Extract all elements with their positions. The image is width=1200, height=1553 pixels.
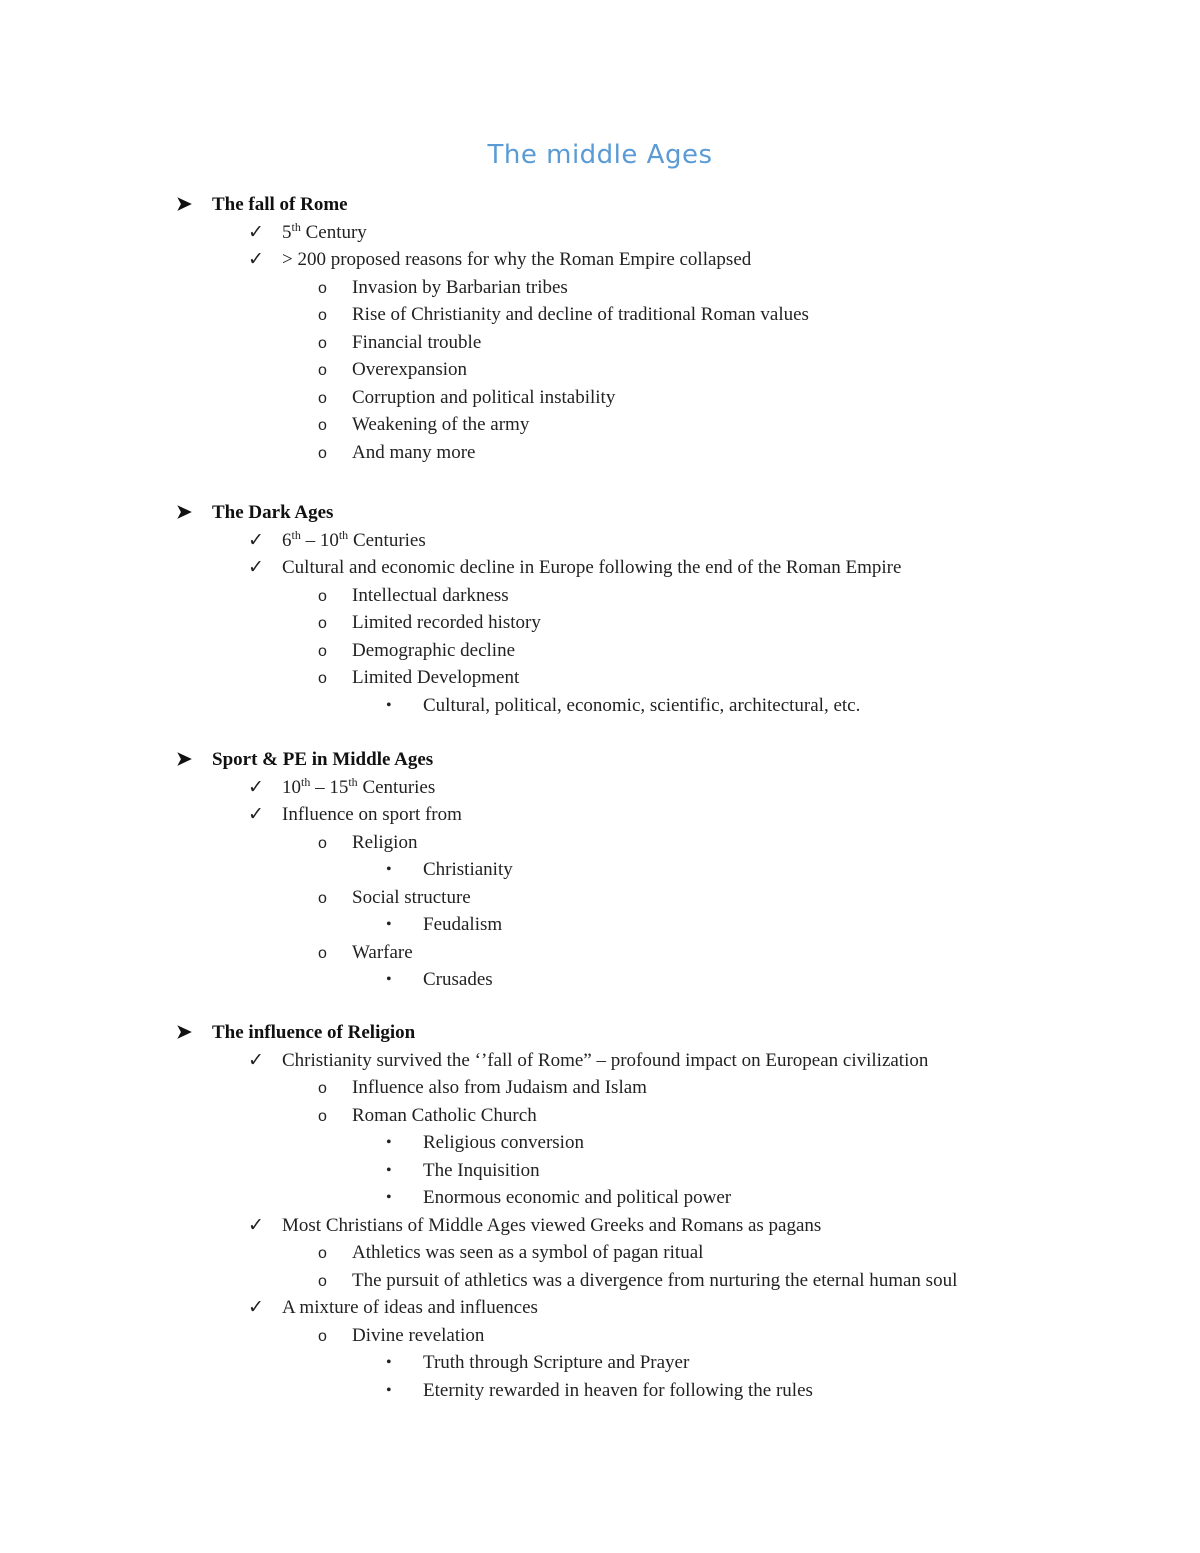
circle-bullet-icon: o: [318, 587, 327, 605]
section-heading-text: The Dark Ages: [212, 502, 334, 523]
list-item: [0, 527, 1200, 555]
section-heading: [0, 191, 1200, 219]
circle-bullet-icon: o: [318, 1080, 327, 1097]
list-item-text: Truth through Scripture and Prayer: [423, 1352, 690, 1373]
section-heading: [0, 499, 1200, 527]
list-item: [0, 1294, 1200, 1322]
section-heading: [0, 746, 1200, 774]
list-item: [0, 1102, 1200, 1130]
dot-bullet-icon: •: [386, 1381, 392, 1399]
circle-bullet-icon: o: [318, 944, 327, 962]
circle-bullet-icon: o: [318, 334, 327, 352]
list-item-text: Warfare: [352, 941, 413, 963]
outline-section: [0, 746, 1200, 994]
list-item: [0, 582, 1200, 610]
list-item-text: Divine revelation: [352, 1324, 485, 1346]
arrow-bullet-icon: ➤: [176, 194, 192, 215]
circle-bullet-icon: o: [318, 642, 327, 660]
list-item: [0, 1349, 1200, 1377]
list-item-text: Social structure: [352, 886, 471, 908]
list-item-text: Christianity survived the ‘’fall of Rome” – profound impact on European civilization: [282, 1049, 929, 1071]
list-item-text: A mixture of ideas and influences: [282, 1297, 538, 1318]
list-item-text: Cultural and economic decline in Europe following the end of the Roman Empire: [282, 557, 902, 578]
list-item: [0, 219, 1200, 247]
section-heading-text: The fall of Rome: [212, 194, 348, 215]
list-item: [0, 609, 1200, 637]
list-item-text: Roman Catholic Church: [352, 1104, 537, 1126]
list-item: [0, 554, 1200, 582]
list-item-text: 10th – 15th Centuries: [282, 774, 436, 798]
checkmark-icon: ✓: [248, 557, 264, 578]
checkmark-icon: ✓: [248, 249, 264, 270]
list-item: [0, 274, 1200, 302]
circle-bullet-icon: o: [318, 834, 327, 852]
dot-bullet-icon: •: [386, 1189, 392, 1206]
list-item-text: Feudalism: [423, 914, 503, 935]
list-item: [0, 356, 1200, 384]
list-item-text: Crusades: [423, 969, 493, 990]
checkmark-icon: ✓: [248, 1297, 264, 1318]
list-item: [0, 1074, 1200, 1102]
list-item: [0, 1047, 1200, 1075]
list-item-text: Cultural, political, economic, scientific, architectural, etc.: [423, 694, 861, 716]
circle-bullet-icon: o: [318, 670, 327, 687]
checkmark-icon: ✓: [248, 529, 264, 551]
list-item-text: Religion: [352, 831, 418, 853]
list-item: [0, 966, 1200, 994]
list-item: [0, 664, 1200, 692]
list-item: [0, 801, 1200, 829]
dot-bullet-icon: •: [386, 861, 392, 878]
list-item: [0, 774, 1200, 802]
list-item-text: Invasion by Barbarian tribes: [352, 276, 568, 298]
list-item: [0, 939, 1200, 967]
list-item: [0, 1239, 1200, 1267]
list-item-text: Financial trouble: [352, 331, 482, 353]
list-item: [0, 1322, 1200, 1350]
list-item-text: Athletics was seen as a symbol of pagan ritual: [352, 1242, 704, 1263]
list-item-text: Influence also from Judaism and Islam: [352, 1077, 647, 1098]
list-item-text: Rise of Christianity and decline of traditional Roman values: [352, 304, 809, 325]
section-heading: [0, 1019, 1200, 1047]
list-item-text: Overexpansion: [352, 359, 468, 380]
list-item-text: > 200 proposed reasons for why the Roman Empire collapsed: [282, 249, 752, 270]
section-heading-text: Sport & PE in Middle Ages: [212, 749, 434, 770]
circle-bullet-icon: o: [318, 362, 327, 379]
dot-bullet-icon: •: [386, 971, 392, 988]
list-item-text: The pursuit of athletics was a divergence from nurturing the eternal human soul: [352, 1269, 958, 1291]
list-item: [0, 246, 1200, 274]
list-item-text: 6th – 10th Centuries: [282, 527, 426, 551]
dot-bullet-icon: •: [386, 1134, 392, 1151]
list-item-text: Demographic decline: [352, 639, 516, 661]
dot-bullet-icon: •: [386, 1161, 392, 1179]
list-item: [0, 1377, 1200, 1405]
list-item-text: Limited Development: [352, 667, 520, 688]
circle-bullet-icon: o: [318, 417, 327, 434]
list-item: [0, 692, 1200, 720]
outline-section: [0, 1019, 1200, 1404]
list-item-text: Enormous economic and political power: [423, 1187, 732, 1208]
checkmark-icon: ✓: [248, 776, 264, 798]
circle-bullet-icon: o: [318, 444, 327, 462]
circle-bullet-icon: o: [318, 307, 327, 324]
list-item: [0, 439, 1200, 467]
list-item-text: Religious conversion: [423, 1132, 584, 1153]
list-item-text: 5th Century: [282, 219, 367, 243]
circle-bullet-icon: o: [318, 389, 327, 407]
list-item: [0, 384, 1200, 412]
circle-bullet-icon: o: [318, 1245, 327, 1262]
dot-bullet-icon: •: [386, 696, 392, 714]
list-item: [0, 829, 1200, 857]
list-item: [0, 884, 1200, 912]
list-item: [0, 911, 1200, 939]
circle-bullet-icon: o: [318, 1107, 327, 1125]
list-item-text: Corruption and political instability: [352, 386, 616, 408]
circle-bullet-icon: o: [318, 1272, 327, 1290]
outline-section: [0, 191, 1200, 466]
list-item-text: Eternity rewarded in heaven for following the rules: [423, 1379, 813, 1401]
circle-bullet-icon: o: [318, 615, 327, 632]
checkmark-icon: ✓: [248, 1049, 264, 1071]
list-item-text: And many more: [352, 441, 476, 463]
page-title: The middle Ages: [487, 140, 713, 170]
dot-bullet-icon: •: [386, 1354, 392, 1371]
list-item: [0, 1129, 1200, 1157]
checkmark-icon: ✓: [248, 221, 264, 243]
circle-bullet-icon: o: [318, 889, 327, 907]
list-item-text: Christianity: [423, 859, 513, 880]
circle-bullet-icon: o: [318, 279, 327, 297]
list-item-text: The Inquisition: [423, 1159, 540, 1181]
list-item: [0, 856, 1200, 884]
outline-section: [0, 499, 1200, 719]
list-item: [0, 329, 1200, 357]
list-item: [0, 1212, 1200, 1240]
list-item-text: Intellectual darkness: [352, 584, 509, 606]
checkmark-icon: ✓: [248, 804, 264, 825]
list-item: [0, 1184, 1200, 1212]
dot-bullet-icon: •: [386, 916, 392, 933]
list-item: [0, 1157, 1200, 1185]
arrow-bullet-icon: ➤: [176, 749, 192, 770]
list-item: [0, 1267, 1200, 1295]
list-item: [0, 411, 1200, 439]
circle-bullet-icon: o: [318, 1327, 327, 1345]
list-item-text: Influence on sport from: [282, 804, 462, 825]
arrow-bullet-icon: ➤: [176, 502, 192, 523]
list-item: [0, 301, 1200, 329]
checkmark-icon: ✓: [248, 1214, 264, 1236]
list-item-text: Most Christians of Middle Ages viewed Greeks and Romans as pagans: [282, 1214, 822, 1236]
arrow-bullet-icon: ➤: [176, 1022, 192, 1043]
list-item: [0, 637, 1200, 665]
section-heading-text: The influence of Religion: [212, 1022, 416, 1043]
list-item-text: Limited recorded history: [352, 612, 541, 633]
list-item-text: Weakening of the army: [352, 414, 530, 435]
